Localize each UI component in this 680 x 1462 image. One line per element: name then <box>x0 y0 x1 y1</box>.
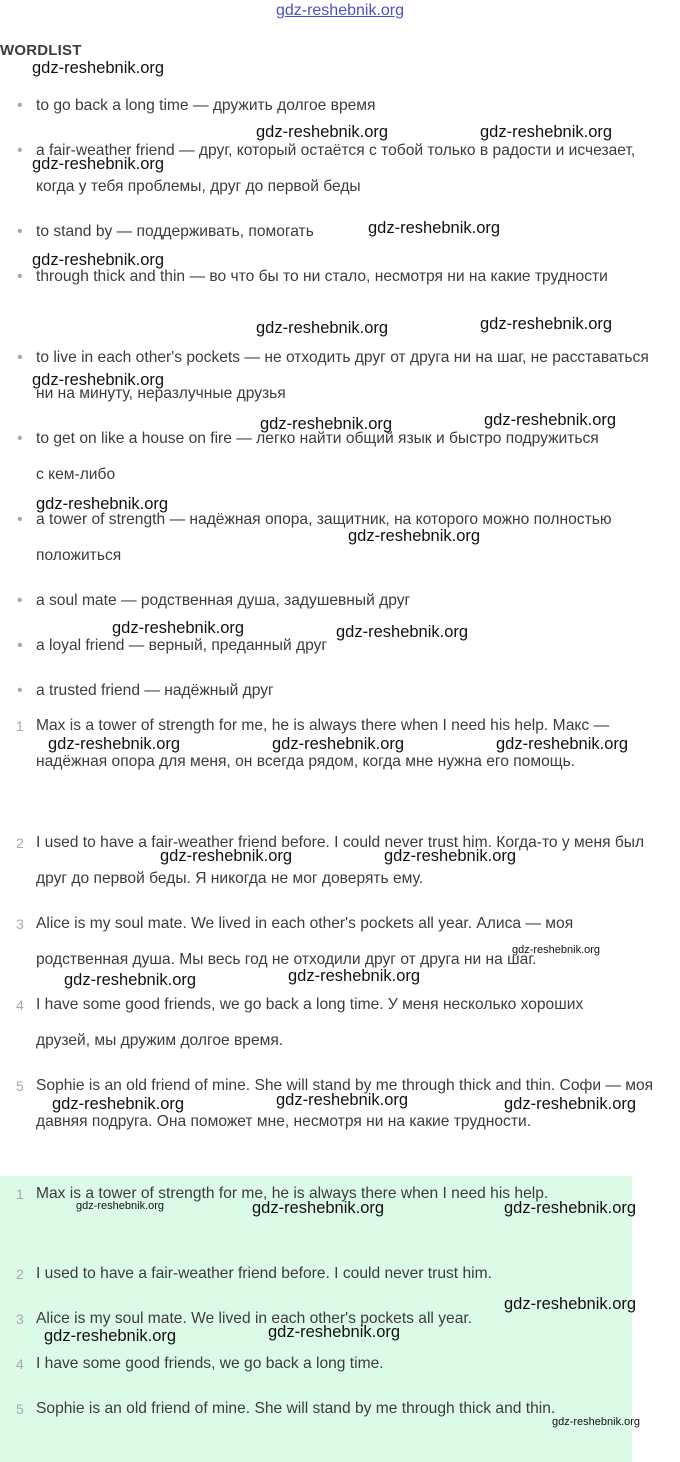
watermark: gdz-reshebnik.org <box>348 527 481 545</box>
answer-text: I used to have a fair-weather friend before. I could never trust him. <box>36 1265 492 1282</box>
wordlist-item-text: a fair-weather friend — друг, который остаётся с тобой только в радости и исчезает, когда у тебя проблемы, друг до первой беды <box>36 142 636 195</box>
item-number: 4 <box>16 997 24 1013</box>
wordlist-item-text: a soul mate — родственная душа, задушевный друг <box>36 592 411 609</box>
watermark: gdz-reshebnik.org <box>504 1095 637 1113</box>
bullet-icon: • <box>17 142 23 159</box>
watermark: gdz-reshebnik.org <box>112 619 245 637</box>
translation-text: Alice is my soul mate. We lived in each other's pockets all year. Алиса — моя родственная душа. Мы весь год не отходили друг от друга ни на шаг. <box>36 915 574 968</box>
wordlist-heading: WORDLIST <box>0 42 82 59</box>
watermark: gdz-reshebnik.org <box>288 967 421 985</box>
bullet-icon: • <box>17 223 23 240</box>
item-number: 1 <box>16 1186 24 1202</box>
item-number: 3 <box>16 916 24 932</box>
bullet-icon: • <box>17 592 23 609</box>
bullet-icon: • <box>17 430 23 447</box>
item-number: 5 <box>16 1401 24 1417</box>
watermark: gdz-reshebnik.org <box>552 1416 641 1428</box>
watermark: gdz-reshebnik.org <box>252 1199 385 1217</box>
watermark: gdz-reshebnik.org <box>36 495 169 513</box>
item-number: 3 <box>16 1311 24 1327</box>
site-header-link[interactable]: gdz-reshebnik.org <box>275 2 405 19</box>
watermark: gdz-reshebnik.org <box>368 219 501 237</box>
watermark: gdz-reshebnik.org <box>484 411 617 429</box>
wordlist-item-text: to live in each other's pockets — не отходить друг от друга ни на шаг, не расставаться ни на минуту, неразлучные друзья <box>36 349 649 402</box>
watermark: gdz-reshebnik.org <box>276 1091 409 1109</box>
watermark: gdz-reshebnik.org <box>260 415 393 433</box>
answer-text: Max is a tower of strength for me, he is always there when I need his help. <box>36 1185 549 1202</box>
answer-text: I have some good friends, we go back a long time. <box>36 1355 384 1372</box>
wordlist-item-text: to get on like a house on fire — легко найти общий язык и быстро подружиться с кем-либо <box>36 430 599 483</box>
bullet-icon: • <box>17 637 23 654</box>
watermark: gdz-reshebnik.org <box>160 847 293 865</box>
watermark: gdz-reshebnik.org <box>64 971 197 989</box>
translation-text: I used to have a fair-weather friend before. I could never trust him. Когда-то у меня был друг до первой беды. Я никогда не мог доверять ему. <box>36 834 645 887</box>
wordlist-item-text: to go back a long time — дружить долгое время <box>36 97 376 114</box>
watermark: gdz-reshebnik.org <box>504 1199 637 1217</box>
bullet-icon: • <box>17 511 23 528</box>
watermark: gdz-reshebnik.org <box>512 944 601 956</box>
wordlist-item-text: through thick and thin — во что бы то ни стало, несмотря ни на какие трудности <box>36 268 608 285</box>
watermark: gdz-reshebnik.org <box>256 123 389 141</box>
wordlist-item-text: a trusted friend — надёжный друг <box>36 682 274 699</box>
watermark: gdz-reshebnik.org <box>32 251 165 269</box>
watermark: gdz-reshebnik.org <box>336 623 469 641</box>
watermark: gdz-reshebnik.org <box>44 1327 177 1345</box>
watermark: gdz-reshebnik.org <box>52 1095 185 1113</box>
item-number: 5 <box>16 1078 24 1094</box>
watermark: gdz-reshebnik.org <box>32 371 165 389</box>
watermark: gdz-reshebnik.org <box>32 155 165 173</box>
watermark: gdz-reshebnik.org <box>76 1200 165 1212</box>
translation-text: Sophie is an old friend of mine. She will stand by me through thick and thin. Софи — моя давняя подруга. Она поможет мне, несмотря ни на какие трудности. <box>36 1077 654 1130</box>
bullet-icon: • <box>17 97 23 114</box>
watermark: gdz-reshebnik.org <box>32 59 165 77</box>
bullet-icon: • <box>17 349 23 366</box>
watermark: gdz-reshebnik.org <box>384 847 517 865</box>
answer-text: Sophie is an old friend of mine. She will stand by me through thick and thin. <box>36 1400 556 1417</box>
item-number: 1 <box>16 718 24 734</box>
translation-text: I have some good friends, we go back a long time. У меня несколько хороших друзей, мы дружим долгое время. <box>36 996 584 1049</box>
watermark: gdz-reshebnik.org <box>480 123 613 141</box>
watermark: gdz-reshebnik.org <box>48 735 181 753</box>
bullet-icon: • <box>17 268 23 285</box>
translation-text: Max is a tower of strength for me, he is always there when I need his help. Макс — надёжная опора для меня, он всегда рядом, когда мне нужна его помощь. <box>36 717 610 770</box>
watermark: gdz-reshebnik.org <box>504 1295 637 1313</box>
watermark: gdz-reshebnik.org <box>480 315 613 333</box>
item-number: 2 <box>16 835 24 851</box>
item-number: 2 <box>16 1266 24 1282</box>
watermark: gdz-reshebnik.org <box>496 735 629 753</box>
bullet-icon: • <box>17 682 23 699</box>
wordlist-item-text: a loyal friend — верный, преданный друг <box>36 637 328 654</box>
wordlist-item-text: to stand by — поддерживать, помогать <box>36 223 314 240</box>
watermark: gdz-reshebnik.org <box>272 735 405 753</box>
item-number: 4 <box>16 1356 24 1372</box>
wordlist-item-text: a tower of strength — надёжная опора, защитник, на которого можно полностью положиться <box>36 511 612 564</box>
watermark: gdz-reshebnik.org <box>256 319 389 337</box>
answer-text: Alice is my soul mate. We lived in each other's pockets all year. <box>36 1310 473 1327</box>
watermark: gdz-reshebnik.org <box>268 1323 401 1341</box>
